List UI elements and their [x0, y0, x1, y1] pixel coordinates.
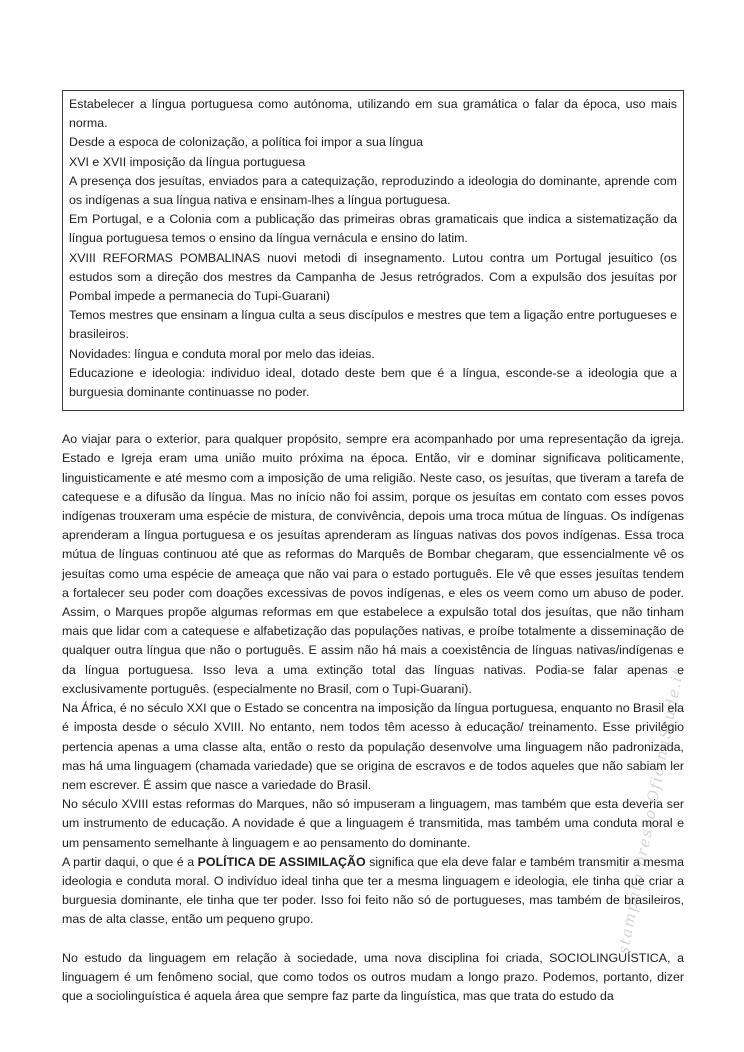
body-text [62, 430, 684, 1006]
notes-line-4: A presença dos jesuítas, enviados para a catequização, reproduzindo a ideologia do dominante, aprende com os indígenas a sua língua nativa e ensinam-lhes a língua portuguesa. [69, 173, 677, 208]
notes-line-6: XVIII REFORMAS POMBALINAS nuovi metodi di insegnamento. Lutou contra um Portugal jesuitico (os estudos som a direção dos mestres da Campanha de Jesus retrógrados. Com a expulsão dos jesuítas por Pombal impede a permanecia do Tupi-Guarani) [69, 250, 677, 304]
paragraph-jesuits-history: Ao viajar para o exterior, para qualquer propósito, sempre era acompanhado por uma representação da igreja. Estado e Igreja eram uma união muito próxima na época. Então, vir e dominar significava politicamente, linguisticamente e até mesmo com a imposição de uma religião. Neste caso, os jesuítas, que tiveram a tarefa de catequese e a difusão da língua. Mas no início não foi assim, porque os jesuítas em contato com esses povos indígenas trouxeram uma espécie de mistura, de convivência, depois uma troca mútua de línguas. Os indígenas aprenderam a língua portuguesa e os jesuítas aprenderam as línguas nativas dos povos indígenas. Essa troca mútua de línguas continuou até que as reformas do Marquês de Bombar chegaram, que essencialmente vê os jesuítas como uma espécie de ameaça que não vai para o estado português. Ele vê que esses jesuítas tendem a fortalecer seu poder com doações excessivas de povos indígenas, e eles os veem como um abuso de poder. Assim, o Marques propõe algumas reformas em que estabelece a expulsão total dos jesuítas, que não tinham mais que lidar com a catequese e alfabetização das populações nativas, e proíbe totalmente a disseminação de qualquer outra língua que não o português. E assim não há mais a coexistência de línguas nativas/indígenas e da língua portuguesa. Isso leva a uma extinção total das línguas nativas. Podia-se falar apenas e exclusivamente português. (especialmente no Brasil, com o Tupi-Guarani). [62, 432, 684, 696]
notes-line-3: XVI e XVII imposição da língua portuguesa [69, 154, 306, 169]
notes-line-8: Novidades: língua e conduta moral por melo das ideias. [69, 346, 375, 361]
notes-line-9: Educazione e ideologia: individuo ideal, dotado deste bem que é a língua, esconde-se a ideologia que a burguesia dominante continuasse no poder. [69, 365, 677, 400]
paragraph-reforms-education: No século XVIII estas reformas do Marques, não só impuseram a linguagem, mas também que esta deveria ser um instrumento de educação. A novidade é que a linguagem é transmitida, mas também uma conduta moral e um pensamento semelhante à linguagem e ao pensamento do dominante. [62, 797, 684, 850]
paragraph-africa-brazil: Na África, é no século XXI que o Estado se concentra na imposição da língua portuguesa, enquanto no Brasil ela é imposta desde o século XVIII. No entanto, nem todos têm acesso à educação/ treinamento. Esse privilégio pertencia apenas a uma classe alta, então o resto da população desenvolve uma linguagem não padronizada, mas há uma linguagem (chamada variedade) que se origina de escravos e de todos aqueles que não sabiam ler nem escrever. É assim que nasce a variedade do Brasil. [62, 701, 684, 792]
notes-line-7: Temos mestres que ensinam a língua culta a seus discípulos e mestres que tem a ligação entre portugueses e brasileiros. [69, 308, 677, 342]
assimilation-bold-term: POLÍTICA DE ASSIMILAÇÃO [197, 854, 366, 869]
page-content [62, 90, 684, 1006]
paragraph-sociolinguistics: No estudo da linguagem em relação à sociedade, uma nova disciplina foi criada, SOCIOLINGUÍSTICA, a linguagem é um fenômeno social, que como todos os outros mudam a longo prazo. Podemos, portanto, dizer que a sociolinguística é aquela área que sempre faz parte da linguística, mas que trata do estudo da [62, 950, 684, 1004]
notes-line-1: Estabelecer a língua portuguesa como autónoma, utilizando em sua gramática o falar da época, uso mais norma. [69, 97, 677, 131]
assimilation-text-before: A partir daqui, o que é a [62, 854, 198, 869]
notes-box [62, 90, 684, 411]
notes-line-2: Desde a espoca de colonização, a política foi impor a sua língua [69, 135, 424, 150]
notes-line-5: Em Portugal, e a Colonia com a publicação das primeiras obras gramaticais que indica a sistematização da língua portuguesa temos o ensino da língua vernácula e ensino do latim. [69, 212, 677, 246]
diagonal-watermark: stampato presso OficinaStude.it [614, 666, 688, 956]
assimilation-text-after: significa que ela deve falar e também transmitir a mesma ideologia e conduta moral. O indivíduo ideal tinha que ter a mesma linguagem e ideologia, ele tinha que criar a burguesia dominante, ele tinha que ter poder. Isso foi feito não só de portugueses, mas também de brasileiros, mas de alta classe, então um pequeno grupo. [62, 854, 684, 927]
paragraph-assimilation-policy [62, 853, 684, 930]
